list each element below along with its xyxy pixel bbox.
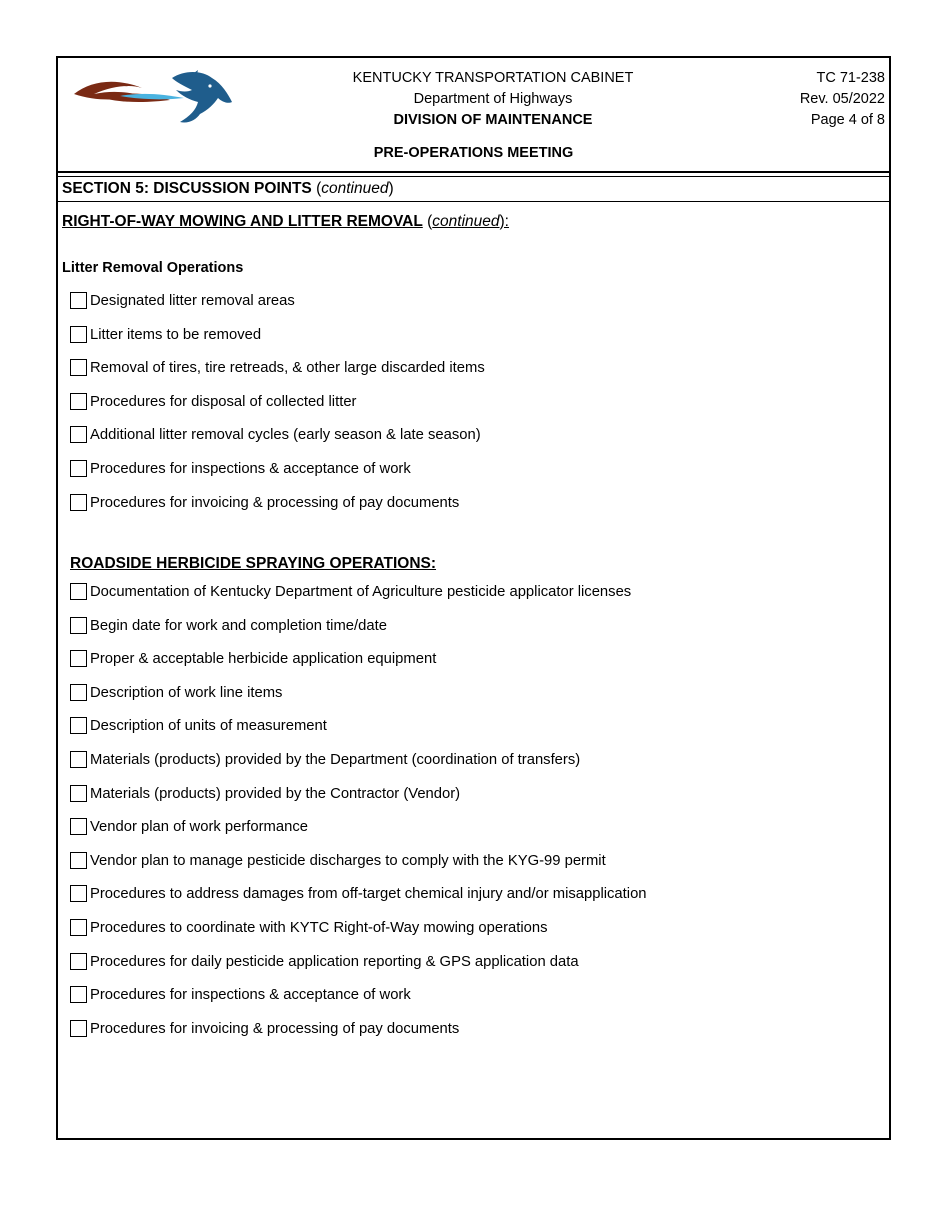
item-label: Procedures to address damages from off-target chemical injury and/or misapplication (90, 886, 647, 903)
list-item (70, 494, 485, 528)
checkbox[interactable] (70, 494, 87, 511)
list-item (70, 953, 647, 987)
division-name: DIVISION OF MAINTENANCE (393, 112, 593, 128)
litter-removal-heading: Litter Removal Operations (62, 260, 244, 276)
section-paren-open: ( (311, 180, 322, 197)
list-item (70, 1020, 647, 1054)
kytc-horse-logo-icon (72, 70, 234, 126)
form-header (58, 58, 889, 173)
form-revision: Rev. 05/2022 (799, 91, 885, 107)
list-item (70, 583, 647, 617)
checkbox[interactable] (70, 953, 87, 970)
section-paren-close: ) (388, 180, 394, 197)
checkbox[interactable] (70, 684, 87, 701)
checkbox[interactable] (70, 885, 87, 902)
department-name: Department of Highways (413, 91, 573, 107)
list-item (70, 717, 647, 751)
checkbox[interactable] (70, 919, 87, 936)
item-label: Begin date for work and completion time/date (90, 617, 387, 634)
list-item (70, 460, 485, 494)
checkbox[interactable] (70, 359, 87, 376)
item-label: Additional litter removal cycles (early season & late season) (90, 427, 481, 444)
form-title: PRE-OPERATIONS MEETING (373, 145, 574, 161)
subsection-paren-close: ): (499, 213, 509, 230)
checkbox[interactable] (70, 583, 87, 600)
list-item (70, 393, 485, 427)
item-label: Vendor plan of work performance (90, 819, 308, 836)
item-label: Procedures for daily pesticide application reporting & GPS application data (90, 953, 579, 970)
subsection-title: RIGHT-OF-WAY MOWING AND LITTER REMOVAL (62, 213, 423, 230)
checkbox[interactable] (70, 852, 87, 869)
litter-checklist (70, 292, 485, 527)
checkbox[interactable] (70, 292, 87, 309)
form-number: TC 71-238 (816, 70, 885, 86)
form-id-block (800, 68, 885, 131)
checkbox[interactable] (70, 460, 87, 477)
checkbox[interactable] (70, 426, 87, 443)
item-label: Procedures for invoicing & processing of pay documents (90, 494, 460, 511)
item-label: Materials (products) provided by the Contractor (Vendor) (90, 785, 461, 802)
list-item (70, 426, 485, 460)
checkbox[interactable] (70, 617, 87, 634)
checkbox[interactable] (70, 650, 87, 667)
item-label: Documentation of Kentucky Department of Agriculture pesticide applicator licenses (90, 584, 632, 600)
item-label: Procedures for inspections & acceptance of work (90, 987, 411, 1004)
page-number: Page 4 of 8 (810, 112, 885, 128)
agency-block (298, 68, 688, 131)
list-item (70, 684, 647, 718)
item-label: Litter items to be removed (90, 326, 262, 343)
item-label: Materials (products) provided by the Department (coordination of transfers) (90, 751, 581, 768)
list-item (70, 785, 647, 819)
subsection-heading (62, 213, 509, 231)
item-label: Procedures for inspections & acceptance of work (90, 460, 411, 477)
checkbox[interactable] (70, 326, 87, 343)
checkbox[interactable] (70, 751, 87, 768)
checkbox[interactable] (70, 785, 87, 802)
checkbox[interactable] (70, 818, 87, 835)
item-label: Procedures to coordinate with KYTC Right-of-Way mowing operations (90, 919, 548, 936)
checkbox[interactable] (70, 1020, 87, 1037)
item-label: Description of units of measurement (90, 718, 327, 735)
list-item (70, 326, 485, 360)
herbicide-heading: ROADSIDE HERBICIDE SPRAYING OPERATIONS: (70, 555, 437, 572)
item-label: Procedures for disposal of collected litter (90, 393, 357, 410)
subsection-paren-open: ( (422, 213, 433, 230)
list-item (70, 650, 647, 684)
item-label: Designated litter removal areas (90, 293, 295, 309)
section-title-text: SECTION 5: DISCUSSION POINTS (62, 180, 312, 197)
list-item (70, 617, 647, 651)
section-continued: continued (321, 180, 389, 197)
list-item (70, 359, 485, 393)
section-title (58, 176, 889, 202)
list-item (70, 818, 647, 852)
list-item (70, 919, 647, 953)
list-item (70, 885, 647, 919)
checkbox[interactable] (70, 717, 87, 734)
item-label: Procedures for invoicing & processing of pay documents (90, 1020, 460, 1037)
list-item (70, 292, 485, 326)
list-item (70, 852, 647, 886)
agency-name: KENTUCKY TRANSPORTATION CABINET (352, 70, 634, 86)
list-item (70, 751, 647, 785)
herbicide-checklist (70, 583, 647, 1053)
subsection-continued: continued (432, 213, 500, 230)
checkbox[interactable] (70, 986, 87, 1003)
item-label: Description of work line items (90, 684, 283, 701)
item-label: Removal of tires, tire retreads, & other large discarded items (90, 360, 485, 377)
list-item (70, 986, 647, 1020)
item-label: Proper & acceptable herbicide application equipment (90, 651, 437, 668)
form-frame (56, 56, 891, 1140)
item-label: Vendor plan to manage pesticide discharges to comply with the KYG-99 permit (90, 852, 606, 869)
checkbox[interactable] (70, 393, 87, 410)
